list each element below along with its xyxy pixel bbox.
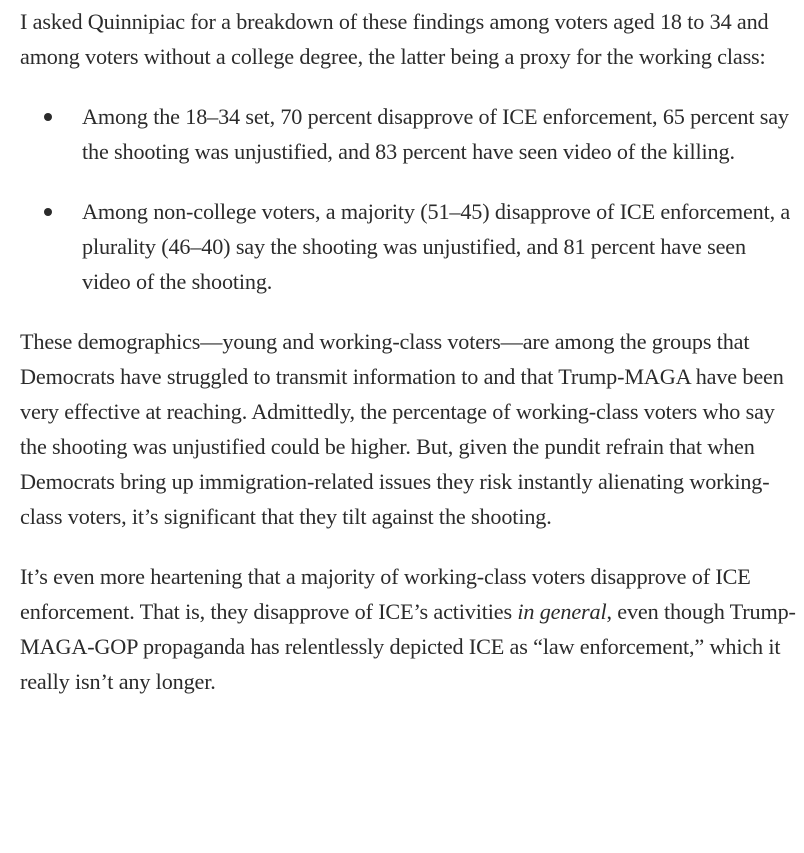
body-paragraph-demographics: These demographics—young and working-class voters—are among the groups that Democrats have struggled to transmit information to and that Trump-MAGA have been very effective at reaching. Admittedly, the percentage of working-class voters who say the shooting was unjustified could be higher. But, given the pundit refrain that when Democrats bring up immigration-related issues they risk instantly alienating working-class voters, it’s significant that they tilt against the shooting. <box>20 329 784 529</box>
bullet-list <box>20 99 798 299</box>
article-body <box>20 4 798 724</box>
intro-paragraph: I asked Quinnipiac for a breakdown of these findings among voters aged 18 to 34 and among voters without a college degree, the latter being a proxy for the working class: <box>20 9 769 69</box>
bullet-icon <box>44 113 52 121</box>
list-item-text: Among the 18–34 set, 70 percent disapprove of ICE enforcement, 65 percent say the shooting was unjustified, and 83 percent have seen video of the killing. <box>82 104 789 164</box>
emphasis-text: in general <box>517 599 607 624</box>
body-paragraph-ice-enforcement <box>20 559 798 699</box>
bullet-icon <box>44 208 52 216</box>
list-item-text: Among non-college voters, a majority (51–45) disapprove of ICE enforcement, a plurality (46–40) say the shooting was unjustified, and 81 percent have seen video of the shooting. <box>82 199 791 294</box>
list-item <box>82 99 798 169</box>
paragraph-text-after: , even though Trump-MAGA-GOP propaganda has relentlessly depicted ICE as “law enforcement,” which it really isn’t any longer. <box>20 599 796 694</box>
list-item <box>82 194 798 299</box>
paragraph-text-before: It’s even more heartening that a majority of working-class voters disapprove of ICE enforcement. That is, they disapprove of ICE’s activities <box>20 564 751 624</box>
